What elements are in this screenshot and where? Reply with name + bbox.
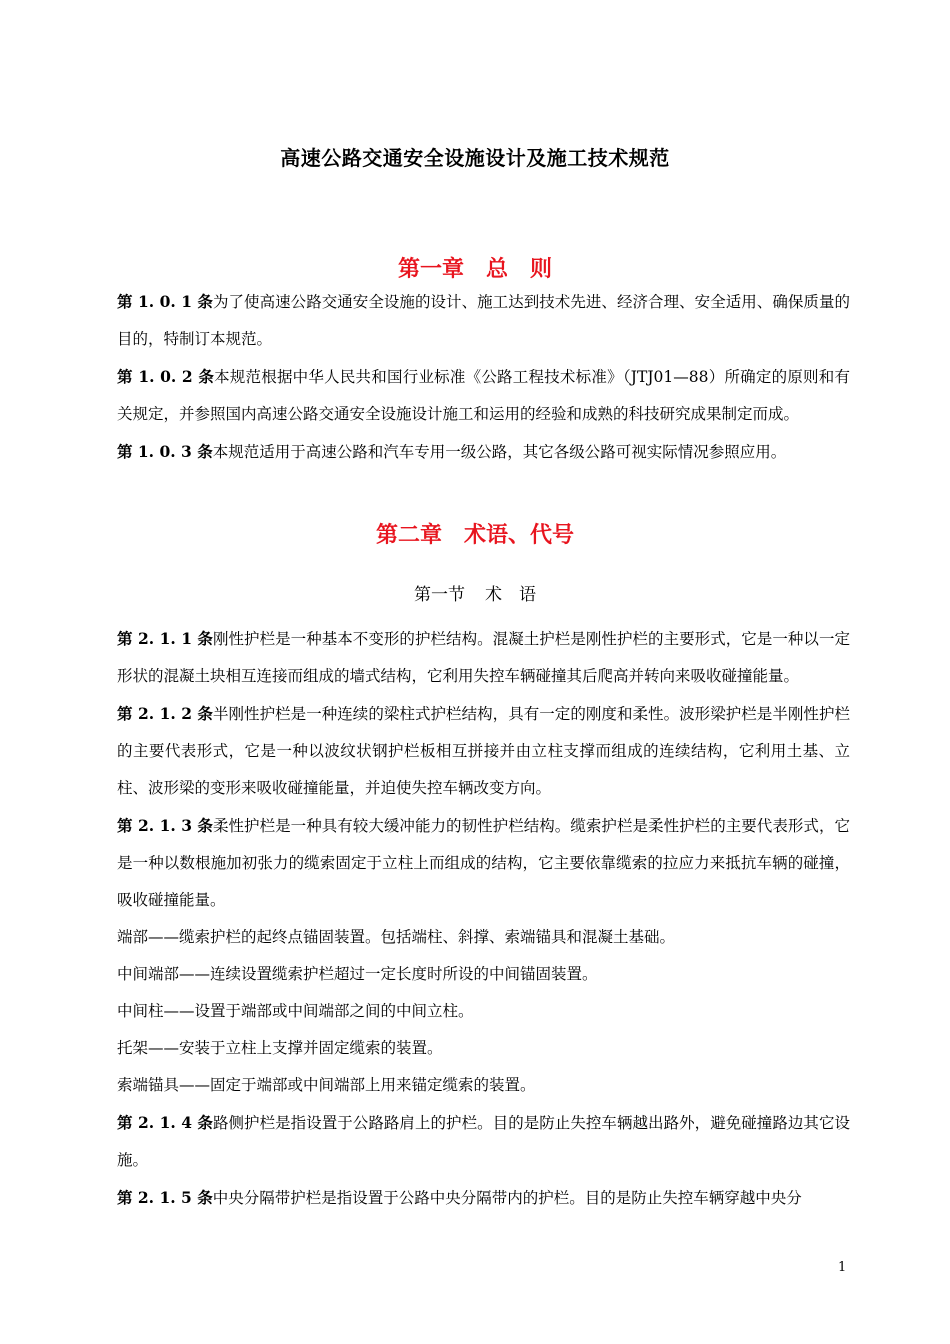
term-definition: 中间柱——设置于端部或中间端部之间的中间立柱。: [117, 1002, 474, 1020]
section-1-name: 术 语: [485, 585, 536, 605]
article-text: 中央分隔带护栏是指设置于公路中央分隔带内的护栏。目的是防止失控车辆穿越中央分: [212, 1189, 802, 1207]
article-text: 本规范根据中华人民共和国行业标准《公路工程技术标准》（JTJ01—88）所确定的原则和有关规定，并参照国内高速公路交通安全设施设计施工和运用的经验和成熟的科技研究成果制定而成。: [117, 368, 850, 423]
article-text: 本规范适用于高速公路和汽车专用一级公路，其它各级公路可视实际情况参照应用。: [212, 443, 787, 461]
article-number: 第 2. 1. 5 条: [117, 1188, 213, 1207]
article-number: 第 2. 1. 2 条: [117, 704, 213, 723]
article-text: 为了使高速公路交通安全设施的设计、施工达到技术先进、经济合理、安全适用、确保质量的目的，特制订本规范。: [117, 293, 850, 348]
chapter-2-name: 术语、代号: [464, 522, 575, 548]
article-text: 柔性护栏是一种具有较大缓冲能力的韧性护栏结构。缆索护栏是柔性护栏的主要代表形式，它是一种以数根施加初张力的缆索固定于立柱上而组成的结构，它主要依靠缆索的拉应力来抵抗车辆的碰撞，吸收碰撞能量。: [117, 817, 850, 909]
article-text: 刚性护栏是一种基本不变形的护栏结构。混凝土护栏是刚性护栏的主要形式，它是一种以一定形状的混凝土块相互连接而组成的墙式结构，它利用失控车辆碰撞其后爬高并转向来吸收碰撞能量。: [117, 630, 850, 685]
article-number: 第 2. 1. 4 条: [117, 1113, 213, 1132]
article-number: 第 1. 0. 3 条: [117, 442, 213, 461]
article-number: 第 1. 0. 2 条: [117, 367, 215, 386]
term-definition: 端部——缆索护栏的起终点锚固装置。包括端柱、斜撑、索端锚具和混凝土基础。: [117, 928, 676, 946]
section-1-heading: [0, 580, 950, 605]
section-1-label: 第一节: [414, 585, 465, 605]
chapter-2-body: [117, 620, 850, 1217]
article-2-1-3: [117, 807, 850, 919]
chapter-1-body: [117, 283, 850, 471]
article-text: 路侧护栏是指设置于公路路肩上的护栏。目的是防止失控车辆越出路外，避免碰撞路边其它设施。: [117, 1114, 850, 1169]
chapter-2-heading: [0, 518, 950, 549]
chapter-2-label: 第二章: [375, 522, 442, 548]
term-definition: 托架——安装于立柱上支撑并固定缆索的装置。: [117, 1039, 443, 1057]
article-2-1-5: [117, 1179, 850, 1217]
article-2-1-1: [117, 620, 850, 695]
term-definition: 中间端部——连续设置缆索护栏超过一定长度时所设的中间锚固装置。: [117, 965, 598, 983]
term-definition: 索端锚具——固定于端部或中间端部上用来锚定缆索的装置。: [117, 1076, 536, 1094]
chapter-1-label: 第一章: [397, 256, 464, 282]
article-number: 第 2. 1. 3 条: [117, 816, 213, 835]
chapter-1-heading: [0, 252, 950, 283]
article-2-1-2: [117, 695, 850, 807]
document-title: 高速公路交通安全设施设计及施工技术规范: [280, 146, 670, 170]
article-number: 第 1. 0. 1 条: [117, 292, 213, 311]
chapter-1-name: 总 则: [486, 256, 553, 282]
article-2-1-4: [117, 1104, 850, 1179]
article-1-0-3: [117, 433, 850, 471]
article-number: 第 2. 1. 1 条: [117, 629, 213, 648]
page-number: 1: [838, 1260, 847, 1275]
article-text: 半刚性护栏是一种连续的梁柱式护栏结构，具有一定的刚度和柔性。波形梁护栏是半刚性护栏的主要代表形式，它是一种以波纹状钢护栏板相互拼接并由立柱支撑而组成的连续结构，它利用土基、立柱、波形梁的变形来吸收碰撞能量，并迫使失控车辆改变方向。: [117, 705, 850, 797]
article-1-0-1: [117, 283, 850, 358]
article-1-0-2: [117, 358, 850, 433]
